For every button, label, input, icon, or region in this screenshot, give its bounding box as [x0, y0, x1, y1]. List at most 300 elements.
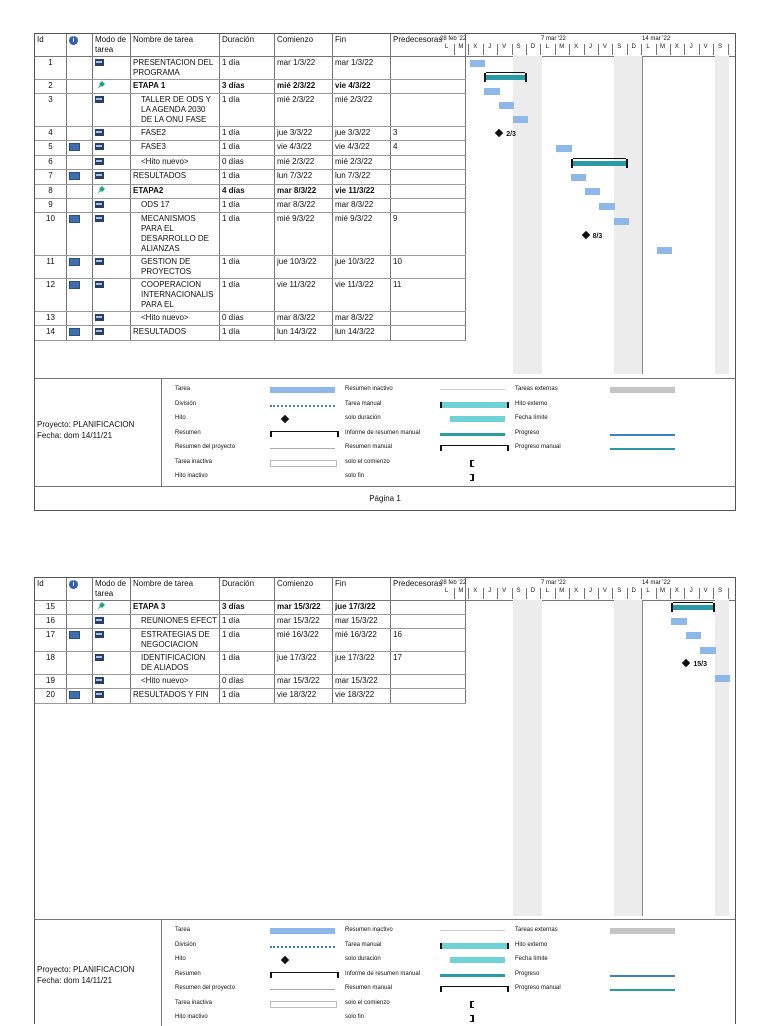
- row-name[interactable]: <Hito nuevo>: [131, 675, 220, 689]
- table-row[interactable]: [35, 127, 466, 141]
- page-footer: [35, 486, 735, 511]
- row-name[interactable]: FASE2: [131, 127, 220, 141]
- auto-task-icon: [95, 129, 104, 136]
- row-name[interactable]: ESTRATEGIAS DE NEGOCIACION: [131, 629, 220, 652]
- legend-label: Resumen inactivo: [345, 927, 393, 933]
- day-label: L: [545, 44, 549, 50]
- row-start[interactable]: vie 11/3/22: [275, 279, 333, 312]
- row-name[interactable]: <Hito nuevo>: [131, 312, 220, 326]
- row-mode: [93, 312, 131, 326]
- day-label: S: [516, 588, 521, 594]
- calendar-icon: [69, 258, 80, 266]
- table-row[interactable]: [35, 57, 466, 80]
- legend-swatch: [270, 946, 335, 948]
- task-table: [35, 578, 466, 704]
- legend-label: Progreso manual: [515, 985, 561, 991]
- legend-label: Progreso: [515, 429, 540, 436]
- table-row[interactable]: [35, 675, 466, 689]
- row-indicator: [67, 629, 93, 652]
- auto-task-icon: [95, 654, 104, 661]
- legend-label: Tarea: [175, 386, 191, 392]
- row-finish[interactable]: mié 2/3/22: [333, 94, 391, 127]
- legend-label: Tareas externas: [515, 927, 558, 933]
- row-id: 7: [35, 170, 67, 185]
- row-duration[interactable]: 1 día: [220, 652, 275, 675]
- table-row[interactable]: [35, 94, 466, 127]
- table-row[interactable]: [35, 185, 466, 199]
- legend-label: Hito: [175, 415, 186, 421]
- day-label: M: [458, 44, 464, 50]
- row-indicator: [67, 80, 93, 94]
- legend-label: División: [175, 941, 197, 948]
- row-start[interactable]: jue 17/3/22: [275, 652, 333, 675]
- row-finish[interactable]: mié 9/3/22: [333, 213, 391, 256]
- row-mode: [93, 94, 131, 127]
- legend-label: Tarea manual: [345, 941, 382, 948]
- auto-task-icon: [95, 328, 104, 335]
- legend-swatch: [440, 974, 505, 977]
- row-start[interactable]: mar 15/3/22: [275, 675, 333, 689]
- row-indicator: [67, 57, 93, 80]
- calendar-icon: [69, 631, 80, 639]
- row-id: 14: [35, 326, 67, 341]
- summary-bar: [573, 161, 627, 166]
- row-finish[interactable]: mar 15/3/22: [333, 615, 391, 629]
- legend-label: Resumen: [175, 970, 201, 977]
- table-row[interactable]: [35, 156, 466, 170]
- milestone: [683, 660, 707, 668]
- legend-swatch: [440, 445, 509, 451]
- task-bar: [484, 88, 499, 95]
- manual-task-icon: [95, 81, 105, 89]
- header-name: Nombre de tarea: [131, 34, 220, 57]
- row-indicator: [67, 94, 93, 127]
- legend-label: Fecha límite: [515, 956, 548, 962]
- row-mode: [93, 601, 131, 615]
- milestone-label: 8/3: [592, 232, 603, 240]
- row-indicator: [67, 675, 93, 689]
- day-label: S: [617, 588, 622, 594]
- legend-label: Resumen inactivo: [345, 386, 393, 392]
- legend-swatch: [270, 928, 335, 934]
- row-duration[interactable]: 1 día: [220, 127, 275, 141]
- row-duration[interactable]: 1 día: [220, 629, 275, 652]
- legend-label: Tarea inactiva: [175, 458, 213, 465]
- row-finish[interactable]: mar 1/3/22: [333, 57, 391, 80]
- legend-swatch: [270, 405, 335, 407]
- day-label: M: [660, 44, 665, 50]
- header-mode: Modo de tarea: [93, 34, 131, 57]
- row-name[interactable]: MECANISMOS PARA EL DESARROLLO DE ALIANZAS: [131, 213, 220, 256]
- row-duration[interactable]: 1 día: [220, 94, 275, 127]
- task-bar: [585, 188, 600, 195]
- row-duration[interactable]: 1 día: [220, 213, 275, 256]
- row-name[interactable]: GESTION DE PROYECTOS: [131, 256, 220, 279]
- day-label: V: [703, 588, 708, 594]
- legend-swatch: [470, 1015, 474, 1022]
- day-label: V: [602, 588, 607, 594]
- header-start: Comienzo: [275, 578, 333, 601]
- header-mode: Modo de tarea: [93, 578, 131, 601]
- auto-task-icon: [95, 59, 104, 66]
- auto-task-icon: [95, 617, 104, 624]
- header-id: Id: [35, 578, 67, 601]
- row-mode: [93, 199, 131, 213]
- weekend-shade: [614, 600, 628, 916]
- legend-label: Tarea inactiva: [175, 999, 213, 1006]
- row-indicator: [67, 199, 93, 213]
- legend-swatch: [270, 989, 335, 990]
- row-indicator: [67, 326, 93, 341]
- legend-label: solo duración: [345, 415, 381, 421]
- row-finish[interactable]: mar 8/3/22: [333, 312, 391, 326]
- row-name[interactable]: <Hito nuevo>: [131, 156, 220, 170]
- row-name[interactable]: PRESENTACION DEL PROGRAMA: [131, 57, 220, 80]
- manual-task-icon: [95, 186, 105, 194]
- row-mode: [93, 80, 131, 94]
- summary-cap: [571, 159, 573, 168]
- row-start[interactable]: lun 7/3/22: [275, 170, 333, 185]
- table-row[interactable]: [35, 256, 466, 279]
- legend-label: Tareas externas: [515, 386, 558, 392]
- week-label: 7 mar '22: [541, 36, 566, 42]
- header-predecessors: Predecesoras: [391, 34, 466, 57]
- row-name[interactable]: TALLER DE ODS Y LA AGENDA 2030 DE LA ONU FASE: [131, 94, 220, 127]
- row-duration[interactable]: 1 día: [220, 256, 275, 279]
- row-name[interactable]: RESULTADOS: [131, 326, 220, 341]
- row-name[interactable]: RESULTADOS: [131, 170, 220, 185]
- task-bar: [499, 102, 514, 109]
- row-indicator: [67, 615, 93, 629]
- row-start[interactable]: mié 2/3/22: [275, 156, 333, 170]
- legend-label: Resumen: [175, 429, 201, 436]
- row-finish[interactable]: jue 17/3/22: [333, 601, 391, 615]
- day-label: S: [718, 588, 723, 594]
- table-row[interactable]: [35, 629, 466, 652]
- row-indicator: [67, 156, 93, 170]
- calendar-icon: [69, 215, 80, 223]
- day-label: D: [530, 588, 536, 594]
- auto-task-icon: [95, 201, 104, 208]
- row-mode: [93, 170, 131, 185]
- row-name[interactable]: IDENTIFICACION DE ALIADOS: [131, 652, 220, 675]
- row-predecessors[interactable]: 10: [391, 256, 466, 279]
- legend-label: Resumen del proyecto: [175, 444, 236, 450]
- row-start[interactable]: mar 15/3/22: [275, 615, 333, 629]
- row-finish[interactable]: mié 16/3/22: [333, 629, 391, 652]
- row-name[interactable]: ODS 17: [131, 199, 220, 213]
- legend-label: Hito externo: [515, 400, 548, 407]
- day-label: D: [631, 588, 636, 594]
- table-row[interactable]: [35, 652, 466, 675]
- task-bar: [715, 675, 730, 682]
- row-finish[interactable]: mar 8/3/22: [333, 199, 391, 213]
- day-label: M: [559, 44, 565, 50]
- day-label: X: [473, 44, 478, 50]
- row-finish[interactable]: vie 4/3/22: [333, 141, 391, 156]
- row-predecessors[interactable]: 9: [391, 213, 466, 256]
- table-row[interactable]: [35, 326, 466, 341]
- row-finish[interactable]: vie 4/3/22: [333, 80, 391, 94]
- row-duration[interactable]: 0 días: [220, 675, 275, 689]
- legend-label: Hito: [175, 956, 186, 962]
- day-label: V: [602, 44, 607, 50]
- weekend-shade: [715, 600, 729, 916]
- day-label: J: [689, 44, 693, 50]
- row-id: 3: [35, 94, 67, 127]
- table-row[interactable]: [35, 615, 466, 629]
- table-row[interactable]: [35, 170, 466, 185]
- day-label: X: [574, 588, 579, 594]
- legend-label: Tarea manual: [345, 400, 382, 407]
- row-start[interactable]: lun 14/3/22: [275, 326, 333, 341]
- row-name[interactable]: REUNIONES EFECT: [131, 615, 220, 629]
- legend-label: Informe de resumen manual: [345, 970, 421, 977]
- table-row[interactable]: [35, 199, 466, 213]
- row-finish[interactable]: vie 11/3/22: [333, 185, 391, 199]
- week-label: 28 feb '22: [440, 36, 467, 42]
- legend-swatch: [610, 928, 675, 934]
- row-duration[interactable]: 1 día: [220, 199, 275, 213]
- auto-task-icon: [95, 158, 104, 165]
- legend-swatch: [270, 460, 337, 467]
- header-duration: Duración: [220, 34, 275, 57]
- milestone-label: 15/3: [693, 660, 708, 668]
- row-finish[interactable]: mié 2/3/22: [333, 156, 391, 170]
- row-mode: [93, 689, 131, 704]
- row-start[interactable]: mié 16/3/22: [275, 629, 333, 652]
- row-start[interactable]: vie 18/3/22: [275, 689, 333, 704]
- day-label: X: [674, 588, 679, 594]
- today-line: [642, 56, 643, 374]
- day-label: J: [589, 588, 592, 594]
- row-duration[interactable]: 1 día: [220, 326, 275, 341]
- project-date: Fecha: dom 14/11/21: [37, 976, 113, 985]
- row-start[interactable]: jue 3/3/22: [275, 127, 333, 141]
- row-id: 12: [35, 279, 67, 312]
- task-bar: [671, 618, 686, 625]
- row-name[interactable]: ETAPA 3: [131, 601, 220, 615]
- task-bar: [513, 116, 528, 123]
- manual-task-icon: [95, 602, 105, 610]
- row-finish[interactable]: vie 11/3/22: [333, 279, 391, 312]
- row-id: 13: [35, 312, 67, 326]
- row-start[interactable]: vie 4/3/22: [275, 141, 333, 156]
- row-id: 10: [35, 213, 67, 256]
- table-row[interactable]: [35, 141, 466, 156]
- legend-swatch: [281, 415, 289, 423]
- header-name: Nombre de tarea: [131, 578, 220, 601]
- table-row[interactable]: [35, 689, 466, 704]
- row-mode: [93, 57, 131, 80]
- row-name[interactable]: COOPERACION INTERNACIONALIS PARA EL: [131, 279, 220, 312]
- auto-task-icon: [95, 677, 104, 684]
- row-predecessors[interactable]: 11: [391, 279, 466, 312]
- row-start[interactable]: mar 1/3/22: [275, 57, 333, 80]
- week-label: 14 mar '22: [642, 580, 671, 586]
- day-label: V: [502, 588, 507, 594]
- gantt-chart: [438, 578, 735, 916]
- legend-label: Hito inactivo: [175, 473, 208, 479]
- table-row[interactable]: [35, 601, 466, 615]
- row-duration[interactable]: 1 día: [220, 57, 275, 80]
- table-row[interactable]: [35, 312, 466, 326]
- row-finish[interactable]: mar 15/3/22: [333, 675, 391, 689]
- info-icon: i: [69, 36, 78, 45]
- row-mode: [93, 615, 131, 629]
- task-bar: [599, 203, 614, 210]
- summary-bar: [486, 75, 525, 80]
- row-finish[interactable]: jue 17/3/22: [333, 652, 391, 675]
- row-mode: [93, 185, 131, 199]
- table-row[interactable]: [35, 279, 466, 312]
- day-label: X: [674, 44, 679, 50]
- week-label: 28 feb '22: [440, 580, 467, 586]
- row-id: 16: [35, 615, 67, 629]
- header-info: [67, 34, 93, 57]
- legend-swatch: [440, 986, 509, 992]
- today-line: [642, 600, 643, 916]
- row-duration[interactable]: 1 día: [220, 141, 275, 156]
- row-indicator: [67, 185, 93, 199]
- row-finish[interactable]: lun 14/3/22: [333, 326, 391, 341]
- weekend-shade: [527, 56, 541, 374]
- day-label: L: [545, 588, 549, 594]
- day-label: J: [589, 44, 592, 50]
- row-id: 5: [35, 141, 67, 156]
- row-name[interactable]: FASE3: [131, 141, 220, 156]
- weekend-shade: [513, 600, 527, 916]
- day-label: X: [473, 588, 478, 594]
- auto-task-icon: [95, 281, 104, 288]
- legend-swatch: [610, 975, 675, 977]
- legend-swatch: [470, 1001, 474, 1008]
- legend-label: División: [175, 400, 197, 407]
- row-id: 17: [35, 629, 67, 652]
- row-finish[interactable]: jue 3/3/22: [333, 127, 391, 141]
- milestone-label: 2/3: [506, 130, 516, 138]
- row-id: 4: [35, 127, 67, 141]
- auto-task-icon: [95, 215, 104, 222]
- table-row[interactable]: [35, 213, 466, 256]
- calendar-icon: [69, 691, 80, 699]
- legend-label: Resumen manual: [345, 985, 393, 991]
- row-start[interactable]: mar 15/3/22: [275, 601, 333, 615]
- row-duration[interactable]: 3 días: [220, 601, 275, 615]
- day-label: L: [444, 44, 449, 50]
- auto-task-icon: [95, 691, 104, 698]
- row-mode: [93, 141, 131, 156]
- day-label: J: [488, 44, 492, 50]
- milestone: [583, 232, 603, 240]
- weekend-shade: [527, 600, 541, 916]
- legend-label: Informe de resumen manual: [345, 429, 421, 436]
- row-predecessors[interactable]: 4: [391, 141, 466, 156]
- row-start[interactable]: mié 9/3/22: [275, 213, 333, 256]
- project-name: Proyecto: PLANIFICACION: [37, 965, 135, 974]
- row-duration[interactable]: 0 días: [220, 156, 275, 170]
- header-duration: Duración: [220, 578, 275, 601]
- legend-swatch: [610, 448, 675, 450]
- day-label: M: [660, 588, 665, 594]
- legend-swatch: [610, 387, 675, 393]
- task-bar: [700, 647, 715, 654]
- row-name[interactable]: ETAPA 1: [131, 80, 220, 94]
- row-mode: [93, 326, 131, 341]
- weekend-shade: [715, 56, 729, 374]
- legend-swatch: [610, 434, 675, 436]
- row-start[interactable]: mié 2/3/22: [275, 94, 333, 127]
- row-id: 1: [35, 57, 67, 80]
- task-bar: [614, 218, 629, 225]
- row-start[interactable]: jue 10/3/22: [275, 256, 333, 279]
- summary-cap: [626, 159, 628, 168]
- row-predecessors[interactable]: 17: [391, 652, 466, 675]
- row-start[interactable]: mar 8/3/22: [275, 199, 333, 213]
- row-duration[interactable]: 1 día: [220, 689, 275, 704]
- row-mode: [93, 156, 131, 170]
- legend-swatch: [470, 474, 474, 481]
- day-label: V: [703, 44, 708, 50]
- task-bar: [556, 145, 571, 152]
- milestone: [496, 130, 516, 138]
- row-mode: [93, 652, 131, 675]
- row-predecessors[interactable]: 16: [391, 629, 466, 652]
- summary-cap: [525, 73, 527, 82]
- row-finish[interactable]: vie 18/3/22: [333, 689, 391, 704]
- day-label: J: [488, 588, 492, 594]
- task-bar: [686, 632, 701, 639]
- day-label: D: [631, 44, 636, 50]
- legend-swatch: [440, 402, 509, 408]
- day-label: L: [444, 588, 449, 594]
- row-duration[interactable]: 3 días: [220, 80, 275, 94]
- table-row[interactable]: [35, 80, 466, 94]
- day-label: S: [718, 44, 723, 50]
- row-finish[interactable]: lun 7/3/22: [333, 170, 391, 185]
- row-duration[interactable]: 1 día: [220, 170, 275, 185]
- row-indicator: [67, 279, 93, 312]
- row-duration[interactable]: 1 día: [220, 279, 275, 312]
- row-name[interactable]: RESULTADOS Y FIN: [131, 689, 220, 704]
- day-label: V: [502, 44, 507, 50]
- row-indicator: [67, 170, 93, 185]
- header-finish: Fin: [333, 34, 391, 57]
- row-name[interactable]: ETAPA2: [131, 185, 220, 199]
- row-duration[interactable]: 4 días: [220, 185, 275, 199]
- legend-swatch: [281, 956, 289, 964]
- auto-task-icon: [95, 258, 104, 265]
- row-predecessors[interactable]: 3: [391, 127, 466, 141]
- row-start[interactable]: mar 8/3/22: [275, 312, 333, 326]
- task-bar: [470, 60, 485, 67]
- row-duration[interactable]: 0 días: [220, 312, 275, 326]
- auto-task-icon: [95, 314, 104, 321]
- legend-label: Resumen del proyecto: [175, 985, 236, 991]
- summary-cap: [713, 603, 715, 612]
- row-duration[interactable]: 1 día: [220, 615, 275, 629]
- header-predecessors: Predecesoras: [391, 578, 466, 601]
- legend-swatch: [610, 989, 675, 991]
- weekend-shade: [614, 56, 628, 374]
- legend-swatch: [270, 387, 335, 393]
- legend-divider: [161, 920, 162, 1026]
- legend-label: Tarea: [175, 927, 191, 933]
- row-finish[interactable]: jue 10/3/22: [333, 256, 391, 279]
- row-start[interactable]: mié 2/3/22: [275, 80, 333, 94]
- weekend-shade: [628, 56, 642, 374]
- row-start[interactable]: mar 8/3/22: [275, 185, 333, 199]
